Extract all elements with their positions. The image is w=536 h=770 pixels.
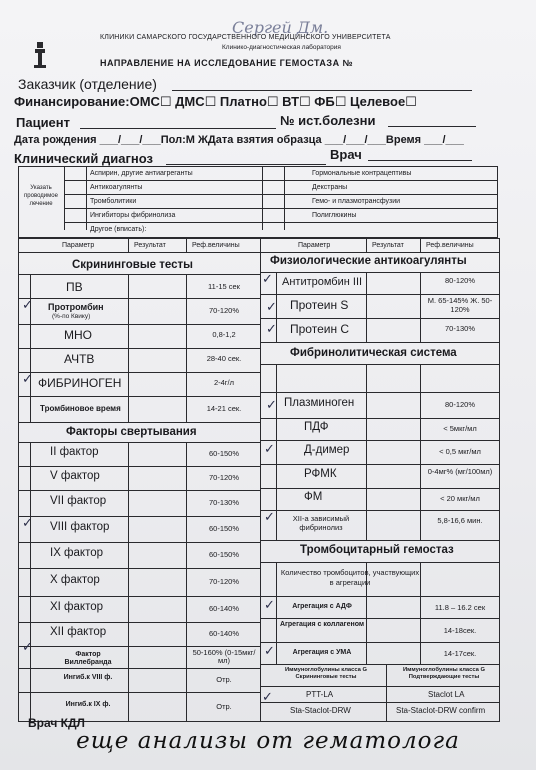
fibrinolytic-row-label: ПДФ — [304, 421, 329, 433]
factor-row-ref: 50-160% (0-15мкг/мл) — [192, 648, 256, 665]
platelet-row-label: Агрегация с коллагеном — [279, 621, 365, 628]
treatment-right-2: Декстраны — [312, 184, 348, 191]
row-fibrinogen-ref: 2-4г/л — [213, 378, 235, 387]
laboratory-name: Клинико-диагностическая лаборатория — [222, 44, 341, 51]
checkmark-icon: ✓ — [266, 398, 277, 413]
factor-row-ref: Отр. — [216, 702, 232, 711]
factor-row-label: XI фактор — [50, 601, 104, 613]
col-header-result-left: Результат — [134, 242, 166, 249]
row-antithrombin-label: Антитромбин III — [282, 276, 363, 288]
diagnosis-field-label: Клинический диагноз — [14, 151, 153, 166]
row-protein-c-label: Протеин C — [290, 322, 350, 336]
fibrinolytic-row-ref: 80-120% — [444, 400, 476, 409]
fibrinolytic-row-ref: 0-4мг% (мг/100мл) — [427, 467, 493, 476]
treatment-left-4: Ингибиторы фибринолиза — [90, 212, 176, 219]
fibrinolytic-row-ref: < 20 мкг/мл — [440, 494, 480, 503]
treatment-left-2: Антикоагулянты — [90, 184, 143, 191]
organization-name: КЛИНИКИ САМАРСКОГО ГОСУДАРСТВЕННОГО МЕДИЦИНСКОГО УНИВЕРСИТЕТА — [100, 34, 391, 41]
ig-staclot-la: Staclot LA — [428, 690, 465, 699]
row-thrombin-time-ref: 14-21 сек. — [206, 404, 242, 413]
fibrinolytic-row-ref: < 5мкг/мл — [443, 424, 477, 433]
case-number-label: № ист.болезни — [280, 113, 376, 128]
factor-row-ref: 70-120% — [208, 473, 240, 482]
platelet-row-ref: 14-17сек. — [443, 649, 477, 658]
checkmark-icon: ✓ — [22, 298, 33, 313]
factor-row-ref: 60-150% — [208, 524, 240, 533]
row-pv-ref: 11-15 сек — [208, 282, 240, 291]
checkmark-icon: ✓ — [22, 372, 33, 387]
kdl-doctor-label: Врач КДЛ — [28, 716, 85, 730]
col-header-param-left: Параметр — [62, 242, 95, 249]
checkmark-icon: ✓ — [22, 516, 33, 531]
factor-row-label: VIII фактор — [50, 521, 110, 533]
row-thrombin-time-label: Тромбиновое время — [40, 404, 121, 413]
col-header-ref-right: Реф.величины — [426, 242, 474, 249]
checkmark-icon: ✓ — [264, 598, 275, 613]
platelet-row-label: Агрегация с АДФ — [292, 603, 352, 610]
factor-row-ref: 70-130% — [208, 498, 240, 507]
treatment-right-1: Гормональные контрацептивы — [312, 170, 412, 177]
section-physiological-anticoagulants: Физиологические антикоагулянты — [270, 255, 467, 267]
factor-row-label: Ингиб.к VIII ф. — [63, 674, 113, 681]
factor-row-label: X фактор — [50, 574, 100, 586]
handwritten-note: Сергей Дм. — [232, 18, 329, 37]
factor-row-ref: 60-150% — [208, 449, 240, 458]
factor-row-label: XII фактор — [50, 626, 107, 638]
fibrinolytic-row-ref: < 0,5 мкг/мл — [439, 447, 481, 456]
factor-row-label: IX фактор — [50, 547, 104, 559]
financing-field: Финансирование:ОМС☐ ДМС☐ Платно☐ ВТ☐ ФБ☐ Целевое☐ — [14, 94, 417, 109]
factor-row-label: Ингиб.к IX ф. — [65, 701, 111, 708]
row-antithrombin-ref: 80-120% — [444, 276, 476, 285]
form-title: НАПРАВЛЕНИЕ НА ИССЛЕДОВАНИЕ ГЕМОСТАЗА № — [100, 58, 354, 68]
fibrinolytic-row-label: РФМК — [304, 468, 337, 480]
checkmark-icon: ✓ — [262, 272, 273, 287]
row-prothrombin-label: Протромбин — [48, 302, 104, 312]
factor-row-ref: 60-140% — [208, 604, 240, 613]
factor-row-ref: 60-140% — [208, 629, 240, 638]
photo-caption: еще анализы от гематолога — [76, 728, 460, 754]
row-inr-label: МНО — [64, 328, 92, 342]
section-fibrinolytic-system: Фибринолитическая система — [290, 347, 457, 359]
row-aptt-ref: 28-40 сек. — [206, 354, 242, 363]
treatment-left-3: Тромболитики — [90, 198, 137, 205]
col-header-ref-left: Реф.величины — [192, 242, 240, 249]
doctor-field-label: Врач — [330, 147, 362, 162]
dates-field: Дата рождения ___/___/___Пол:М ЖДата взятия образца ___/___/___Время ___/___ — [14, 134, 464, 146]
treatment-side-label: Указать проводимое лечение — [24, 185, 58, 207]
ig-sta-staclot-drw: Sta-Staclot-DRW — [290, 706, 351, 715]
col-header-result-right: Результат — [372, 242, 404, 249]
checkmark-icon: ✓ — [264, 442, 275, 457]
patient-field-label: Пациент — [16, 115, 71, 130]
row-protein-s-label: Протеин S — [290, 298, 349, 312]
checkmark-icon: ✓ — [262, 690, 273, 705]
platelet-row-ref: 14-18сек. — [443, 626, 477, 635]
platelet-row-label: Количество тромбоцитов, участвующих в агрегации — [280, 568, 420, 587]
row-prothrombin-ref: 70-120% — [208, 306, 240, 315]
fibrinolytic-row-label: XII-а зависимый фибринолиз — [292, 514, 350, 532]
row-pv-label: ПВ — [66, 280, 83, 294]
checkmark-icon: ✓ — [266, 322, 277, 337]
factor-row-label: VII фактор — [50, 495, 107, 507]
row-fibrinogen-label: ФИБРИНОГЕН — [38, 376, 122, 390]
fibrinolytic-row-label: ФМ — [304, 491, 323, 503]
ig-sta-staclot-drw-confirm: Sta-Staclot-DRW confirm — [396, 706, 486, 715]
ig-confirm-header: Иммуноглобулины класса G Подтверждающие тесты — [402, 667, 486, 680]
row-prothrombin-sub: (%-по Квику) — [52, 313, 91, 320]
section-platelet-hemostasis: Тромбоцитарный гемостаз — [300, 544, 454, 556]
checkmark-icon: ✓ — [266, 300, 277, 315]
platelet-row-label: Агрегация с УМА — [292, 649, 352, 656]
fibrinolytic-row-ref: 5,8-16,6 мин. — [437, 516, 483, 525]
treatment-left-1: Аспирин, другие антиагреганты — [90, 170, 193, 177]
factor-row-label: Фактор Виллебранда — [64, 651, 112, 666]
ig-ptt-la: PTT-LA — [306, 690, 334, 699]
checkmark-icon: ✓ — [264, 510, 275, 525]
factor-row-ref: Отр. — [216, 675, 232, 684]
section-factors: Факторы свертывания — [66, 426, 197, 438]
treatment-right-3: Гемо- и плазмотрансфузии — [312, 198, 401, 205]
platelet-row-ref: 11.8 – 16.2 сек — [434, 603, 486, 612]
fibrinolytic-row-label: Д-димер — [304, 444, 350, 456]
checkmark-icon: ✓ — [264, 644, 275, 659]
factor-row-label: II фактор — [50, 446, 99, 458]
row-protein-s-ref: М. 65-145% Ж. 50-120% — [427, 296, 493, 314]
treatment-other: Другое (вписать): — [90, 226, 147, 233]
factor-row-ref: 70-120% — [208, 577, 240, 586]
checkmark-icon: ✓ — [22, 640, 33, 655]
treatment-right-4: Полиглюкины — [312, 212, 357, 219]
factor-row-label: V фактор — [50, 470, 100, 482]
row-inr-ref: 0,8-1,2 — [212, 330, 236, 339]
row-aptt-label: АЧТВ — [64, 352, 95, 366]
row-protein-c-ref: 70-130% — [444, 324, 476, 333]
fibrinolytic-row-label: Плазминоген — [284, 397, 355, 409]
university-emblem-icon — [32, 40, 48, 70]
customer-field-label: Заказчик (отделение) — [18, 76, 157, 92]
factor-row-ref: 60-150% — [208, 550, 240, 559]
col-header-param-right: Параметр — [298, 242, 331, 249]
ig-screening-header: Иммуноглобулины класса G Скрининговые тесты — [284, 667, 368, 680]
section-screening: Скрининговые тесты — [72, 259, 193, 271]
